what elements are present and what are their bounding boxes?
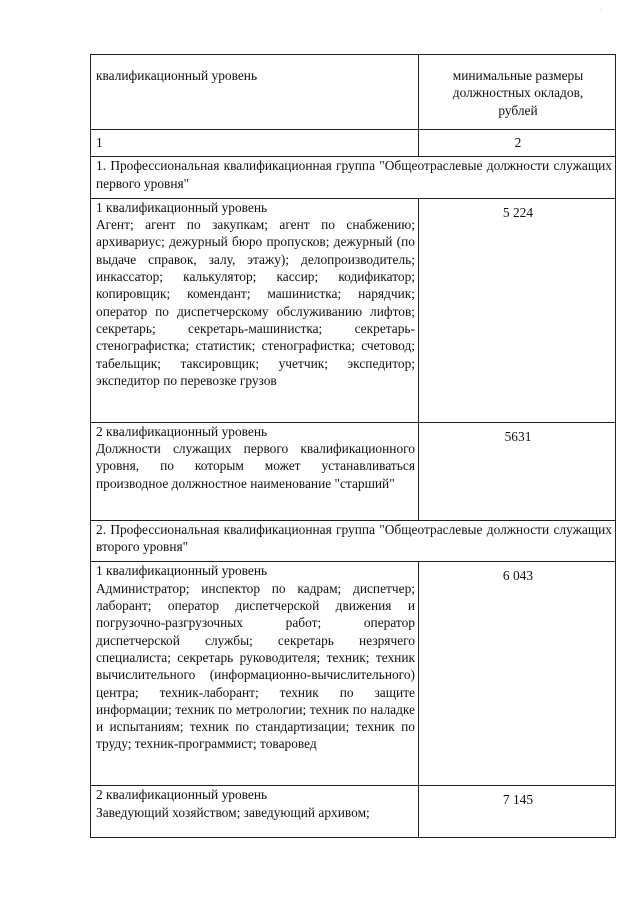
level-cell (91, 198, 419, 422)
salary-table (90, 54, 616, 838)
group-row (91, 157, 616, 199)
level-salary: 7 145 (419, 786, 616, 838)
level-cell (91, 786, 419, 838)
level-row (91, 198, 616, 422)
header-salary-line-1: минимальные размеры (452, 68, 584, 83)
table-header-row (91, 55, 616, 130)
column-number-2: 2 (419, 130, 616, 157)
level-salary: 6 043 (419, 562, 616, 786)
header-salary-line-2: должностных окладов, (452, 85, 584, 101)
level-positions: Должности служащих первого квалификационного уровня, по которым может устанавливаться производное должностное наименование "старший" (96, 441, 415, 491)
level-row (91, 786, 616, 838)
level-row (91, 422, 616, 520)
header-minimum-salary (419, 55, 616, 130)
level-title: 1 квалификационный уровень (96, 563, 268, 579)
level-positions: Агент; агент по закупкам; агент по снабжению; архивариус; дежурный бюро пропусков; дежурный (по выдаче справок, залу, этажу); делопроизводитель; инкассатор; калькулятор; кассир; кодификатор; копировщик; комендант; машинистка; нарядчик; оператор по диспетчерскому обслуживанию лифтов; секретарь; секретарь-машинистка; секретарь-стенографистка; статистик; стенографистка; счетовод; табельщик; таксировщик; учетчик; экспедитор; экспедитор по перевозке грузов (96, 217, 415, 388)
level-title: 2 квалификационный уровень (96, 787, 268, 803)
column-number-row (91, 130, 616, 157)
level-cell (91, 562, 419, 786)
header-qualification-level: квалификационный уровень (91, 55, 419, 130)
level-positions: Заведующий хозяйством; заведующий архивом; (96, 804, 370, 820)
column-number-1: 1 (91, 130, 419, 157)
level-cell (91, 422, 419, 520)
level-title: 2 квалификационный уровень (96, 423, 268, 439)
level-title: 1 квалификационный уровень (96, 199, 268, 215)
level-salary: 5 224 (419, 198, 616, 422)
group-row (91, 520, 616, 562)
header-salary-line-3: рублей (498, 102, 538, 118)
level-positions: Администратор; инспектор по кадрам; диспетчер; лаборант; оператор диспетчерской движения и погрузочно-разгрузочных работ; оператор диспетчерской службы; секретарь незрячего специалиста; секретарь руководителя; техник; техник вычислительного (информационно-вычислительного) центра; техник-лаборант; техник по защите информации; техник по метрологии; техник по наладке и испытаниям; техник по стандартизации; техник по труду; техник-программист; товаровед (96, 580, 415, 752)
level-salary: 5631 (419, 422, 616, 520)
group-title: 1. Профессиональная квалификационная группа "Общеотраслевые должности служащих первого уровня" (91, 157, 616, 199)
scan-mark: · (600, 6, 603, 14)
group-title: 2. Профессиональная квалификационная группа "Общеотраслевые должности служащих второго уровня" (91, 520, 616, 562)
level-row (91, 562, 616, 786)
